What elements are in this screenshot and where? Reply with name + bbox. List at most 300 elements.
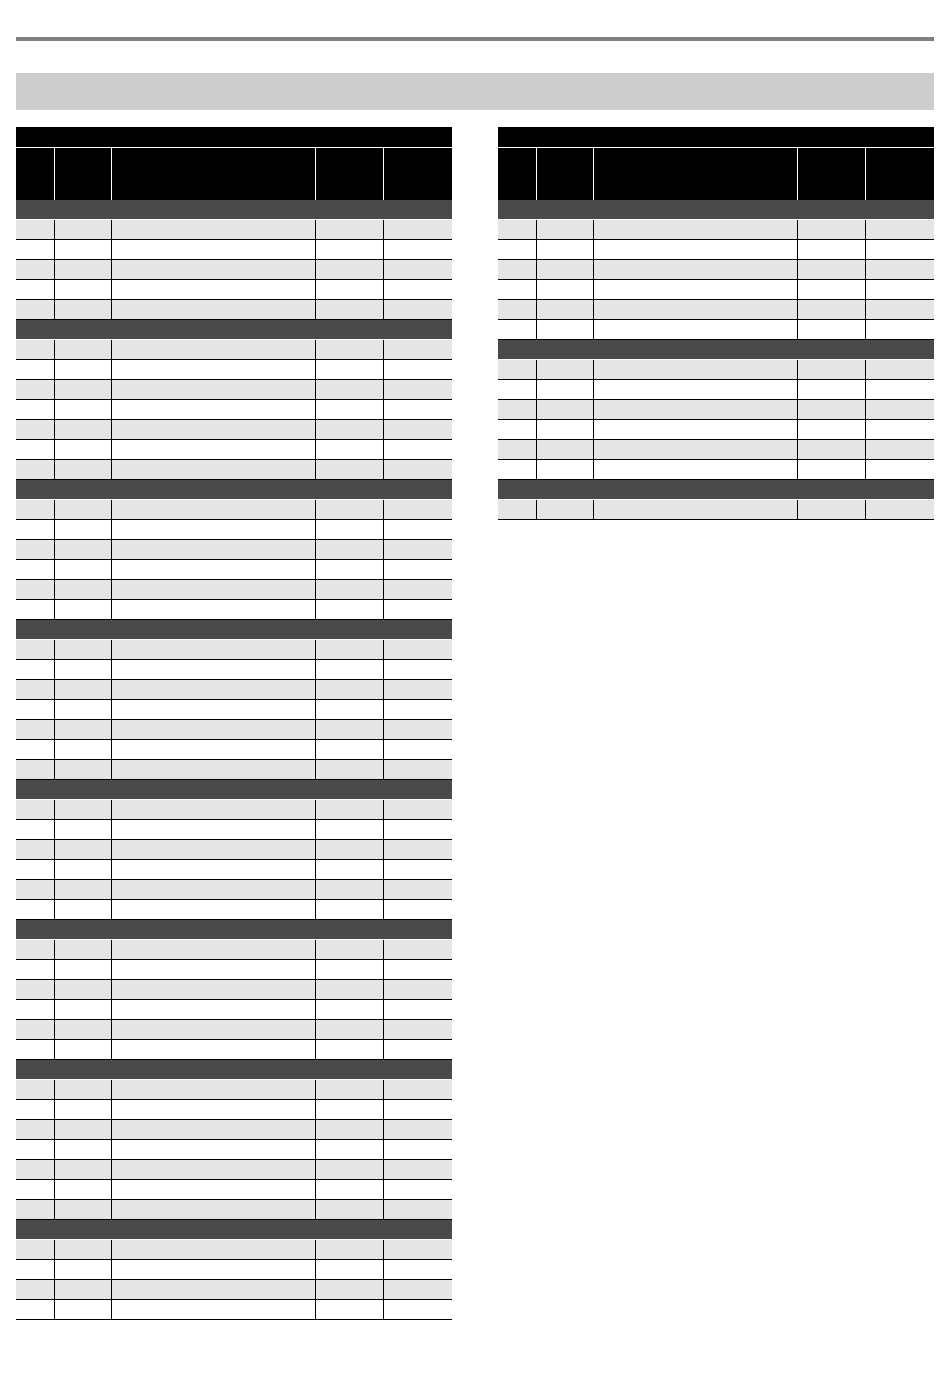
table-row	[16, 1120, 452, 1140]
table-cell	[594, 220, 798, 239]
table-cell	[16, 500, 55, 519]
table-cell	[316, 1040, 384, 1059]
table-cell	[498, 280, 537, 299]
section-header	[498, 200, 934, 220]
table-cell	[55, 460, 112, 479]
table-cell	[16, 340, 55, 359]
table-cell	[112, 1160, 316, 1179]
table-row	[498, 360, 934, 380]
table-cell	[384, 360, 452, 379]
table-cell	[866, 500, 934, 519]
table-cell	[55, 340, 112, 359]
table-cell	[316, 1240, 384, 1259]
table-cell	[112, 960, 316, 979]
table-row	[16, 1000, 452, 1020]
table-cell	[112, 340, 316, 359]
section-header	[16, 200, 452, 220]
table-cell	[112, 520, 316, 539]
table-cell	[112, 880, 316, 899]
table-cell	[316, 280, 384, 299]
table-cell	[55, 1000, 112, 1019]
table-cell	[384, 960, 452, 979]
table-cell	[384, 380, 452, 399]
table-cell	[112, 820, 316, 839]
table-cell	[55, 1260, 112, 1279]
table-cell	[16, 520, 55, 539]
table-cell	[112, 740, 316, 759]
table-cell	[384, 600, 452, 619]
table-cell	[16, 840, 55, 859]
table-row	[16, 360, 452, 380]
table-row	[16, 700, 452, 720]
table-cell	[384, 1100, 452, 1119]
table-cell	[798, 500, 866, 519]
table-cell	[16, 680, 55, 699]
table-cell	[55, 1180, 112, 1199]
table-cell	[537, 440, 594, 459]
table-cell	[16, 600, 55, 619]
table-cell	[384, 800, 452, 819]
table-cell	[112, 300, 316, 319]
table-row	[16, 840, 452, 860]
table-cell	[498, 240, 537, 259]
table-cell	[112, 1080, 316, 1099]
table-cell	[498, 260, 537, 279]
table-cell	[112, 560, 316, 579]
table-cell	[384, 640, 452, 659]
table-row	[498, 240, 934, 260]
table-cell	[55, 760, 112, 779]
table-cell	[16, 240, 55, 259]
table-cell	[112, 640, 316, 659]
table-cell	[16, 880, 55, 899]
column-header	[537, 148, 594, 200]
table-row	[16, 1020, 452, 1040]
table-cell	[384, 460, 452, 479]
table-cell	[112, 1020, 316, 1039]
table-cell	[537, 300, 594, 319]
table-cell	[316, 1300, 384, 1319]
table-cell	[537, 320, 594, 339]
table-cell	[798, 240, 866, 259]
table-row	[498, 440, 934, 460]
table-cell	[316, 1160, 384, 1179]
table-cell	[55, 800, 112, 819]
table-cell	[316, 240, 384, 259]
table-row	[498, 500, 934, 520]
table-cell	[112, 260, 316, 279]
table-row	[498, 220, 934, 240]
table-cell	[384, 300, 452, 319]
table-cell	[55, 300, 112, 319]
table-row	[16, 1180, 452, 1200]
table-row	[16, 340, 452, 360]
table-row	[16, 800, 452, 820]
table-cell	[316, 960, 384, 979]
table-cell	[55, 440, 112, 459]
table-cell	[16, 1240, 55, 1259]
table-cell	[316, 800, 384, 819]
table-cell	[594, 320, 798, 339]
table-cell	[316, 420, 384, 439]
table-cell	[112, 1040, 316, 1059]
table-cell	[55, 640, 112, 659]
table-cell	[384, 500, 452, 519]
table-row	[16, 260, 452, 280]
table-cell	[55, 600, 112, 619]
column-header	[498, 148, 537, 200]
table-cell	[316, 1140, 384, 1159]
table-cell	[16, 360, 55, 379]
table-cell	[16, 540, 55, 559]
table-cell	[316, 1280, 384, 1299]
table-row	[16, 860, 452, 880]
table-cell	[55, 660, 112, 679]
table-cell	[384, 1300, 452, 1319]
table-cell	[594, 280, 798, 299]
table-row	[16, 240, 452, 260]
table-cell	[112, 940, 316, 959]
table-cell	[537, 360, 594, 379]
table-cell	[16, 980, 55, 999]
table-cell	[594, 380, 798, 399]
table-cell	[316, 1180, 384, 1199]
table-cell	[112, 400, 316, 419]
table-cell	[798, 320, 866, 339]
table-title	[16, 127, 452, 147]
table-cell	[112, 440, 316, 459]
table-cell	[798, 360, 866, 379]
table-cell	[112, 220, 316, 239]
table-row	[16, 220, 452, 240]
table-row	[16, 1160, 452, 1180]
table-cell	[866, 400, 934, 419]
table-cell	[16, 260, 55, 279]
table-cell	[384, 740, 452, 759]
table-cell	[316, 1000, 384, 1019]
table-cell	[384, 1040, 452, 1059]
table-cell	[798, 260, 866, 279]
table-cell	[55, 1240, 112, 1259]
table-cell	[55, 700, 112, 719]
table-cell	[112, 540, 316, 559]
table-cell	[55, 740, 112, 759]
table-cell	[112, 1300, 316, 1319]
table-cell	[316, 1200, 384, 1219]
column-header	[55, 148, 112, 200]
table-cell	[498, 400, 537, 419]
table-cell	[498, 420, 537, 439]
table-cell	[316, 220, 384, 239]
table-cell	[384, 540, 452, 559]
table-cell	[537, 240, 594, 259]
table-row	[16, 960, 452, 980]
table-cell	[16, 580, 55, 599]
table-row	[16, 900, 452, 920]
table-cell	[316, 700, 384, 719]
table-cell	[316, 520, 384, 539]
table-title	[498, 127, 934, 147]
table-cell	[16, 1140, 55, 1159]
table-cell	[384, 940, 452, 959]
table-cell	[866, 380, 934, 399]
table-row	[498, 380, 934, 400]
table-row	[498, 420, 934, 440]
table-cell	[798, 300, 866, 319]
table-row	[498, 460, 934, 480]
table-cell	[112, 1180, 316, 1199]
table-cell	[16, 720, 55, 739]
table-cell	[866, 440, 934, 459]
table-cell	[316, 640, 384, 659]
table-cell	[16, 940, 55, 959]
table-cell	[112, 720, 316, 739]
column-header	[594, 148, 798, 200]
table-cell	[16, 280, 55, 299]
table-cell	[16, 1000, 55, 1019]
table-cell	[16, 800, 55, 819]
table-cell	[316, 340, 384, 359]
table-cell	[316, 360, 384, 379]
table-cell	[16, 1080, 55, 1099]
table-cell	[316, 740, 384, 759]
table-cell	[55, 1200, 112, 1219]
column-header	[384, 148, 452, 200]
table-cell	[384, 560, 452, 579]
table-cell	[594, 260, 798, 279]
table-row	[16, 760, 452, 780]
table-cell	[316, 980, 384, 999]
table-cell	[384, 1280, 452, 1299]
table-cell	[594, 440, 798, 459]
table-cell	[55, 420, 112, 439]
table-row	[16, 1140, 452, 1160]
table-cell	[16, 1280, 55, 1299]
table-cell	[55, 360, 112, 379]
table-cell	[384, 1160, 452, 1179]
table-cell	[112, 700, 316, 719]
table-cell	[55, 1100, 112, 1119]
table-cell	[55, 500, 112, 519]
table-cell	[537, 380, 594, 399]
section-header	[16, 320, 452, 340]
table-cell	[798, 460, 866, 479]
table-cell	[112, 660, 316, 679]
table-cell	[112, 460, 316, 479]
table-cell	[384, 840, 452, 859]
table-cell	[112, 800, 316, 819]
table-cell	[384, 1080, 452, 1099]
table-cell	[55, 900, 112, 919]
table-row	[498, 320, 934, 340]
table-cell	[16, 420, 55, 439]
table-row	[16, 520, 452, 540]
table-cell	[594, 300, 798, 319]
table-cell	[112, 280, 316, 299]
table-cell	[316, 680, 384, 699]
table-cell	[55, 1280, 112, 1299]
table-cell	[16, 1200, 55, 1219]
table-cell	[16, 440, 55, 459]
table-cell	[594, 240, 798, 259]
table-row	[16, 880, 452, 900]
table-cell	[55, 1020, 112, 1039]
table-cell	[384, 1200, 452, 1219]
table-cell	[55, 980, 112, 999]
table-cell	[316, 1100, 384, 1119]
table-cell	[55, 1300, 112, 1319]
table-cell	[55, 520, 112, 539]
table-cell	[594, 460, 798, 479]
table-cell	[384, 980, 452, 999]
table-cell	[316, 400, 384, 419]
table-cell	[384, 820, 452, 839]
table-cell	[112, 1140, 316, 1159]
table-row	[16, 1280, 452, 1300]
table-cell	[16, 760, 55, 779]
table-cell	[55, 840, 112, 859]
table-cell	[384, 220, 452, 239]
table-cell	[16, 1160, 55, 1179]
table-cell	[112, 900, 316, 919]
table-row	[16, 980, 452, 1000]
table-cell	[55, 880, 112, 899]
table-row	[16, 1100, 452, 1120]
table-cell	[16, 820, 55, 839]
table-row	[16, 600, 452, 620]
table-cell	[798, 420, 866, 439]
table-cell	[594, 360, 798, 379]
table-cell	[16, 460, 55, 479]
table-cell	[866, 360, 934, 379]
table-cell	[316, 460, 384, 479]
table-cell	[798, 380, 866, 399]
table-cell	[55, 560, 112, 579]
table-row	[16, 460, 452, 480]
table-cell	[55, 820, 112, 839]
table-cell	[55, 720, 112, 739]
table-cell	[384, 900, 452, 919]
table-cell	[798, 280, 866, 299]
table-right	[498, 127, 934, 520]
table-row	[16, 1040, 452, 1060]
table-cell	[384, 720, 452, 739]
table-cell	[798, 220, 866, 239]
table-cell	[537, 260, 594, 279]
table-cell	[316, 760, 384, 779]
table-cell	[384, 340, 452, 359]
section-header	[16, 1060, 452, 1080]
section-header	[16, 480, 452, 500]
table-cell	[537, 420, 594, 439]
table-row	[16, 640, 452, 660]
table-row	[16, 1080, 452, 1100]
table-cell	[112, 1240, 316, 1259]
table-cell	[16, 1300, 55, 1319]
table-cell	[798, 440, 866, 459]
table-cell	[866, 420, 934, 439]
section-header	[16, 780, 452, 800]
table-cell	[866, 260, 934, 279]
table-cell	[112, 1000, 316, 1019]
table-cell	[316, 560, 384, 579]
table-cell	[384, 860, 452, 879]
table-row	[16, 280, 452, 300]
table-cell	[316, 1080, 384, 1099]
table-cell	[384, 260, 452, 279]
table-cell	[316, 260, 384, 279]
page-title-band	[16, 73, 934, 110]
table-row	[16, 440, 452, 460]
table-cell	[16, 1180, 55, 1199]
table-header-row	[498, 147, 934, 200]
table-cell	[112, 240, 316, 259]
table-cell	[16, 960, 55, 979]
table-cell	[384, 440, 452, 459]
table-row	[16, 400, 452, 420]
table-cell	[866, 240, 934, 259]
table-row	[16, 580, 452, 600]
column-header	[866, 148, 934, 200]
table-row	[16, 420, 452, 440]
table-cell	[55, 260, 112, 279]
table-cell	[498, 220, 537, 239]
table-cell	[112, 500, 316, 519]
table-cell	[316, 300, 384, 319]
table-cell	[316, 880, 384, 899]
table-cell	[55, 1120, 112, 1139]
table-cell	[16, 640, 55, 659]
table-row	[16, 1240, 452, 1260]
table-cell	[316, 600, 384, 619]
table-cell	[498, 360, 537, 379]
table-cell	[384, 1240, 452, 1259]
table-left	[16, 127, 452, 1320]
table-cell	[55, 1140, 112, 1159]
table-cell	[16, 1120, 55, 1139]
table-row	[16, 540, 452, 560]
table-cell	[384, 400, 452, 419]
table-row	[16, 940, 452, 960]
table-cell	[112, 1280, 316, 1299]
table-cell	[55, 940, 112, 959]
table-cell	[498, 440, 537, 459]
table-cell	[316, 1020, 384, 1039]
table-cell	[316, 720, 384, 739]
table-cell	[384, 1000, 452, 1019]
table-cell	[537, 220, 594, 239]
top-rule	[16, 37, 934, 41]
table-cell	[112, 580, 316, 599]
table-cell	[112, 360, 316, 379]
table-cell	[498, 300, 537, 319]
table-cell	[594, 400, 798, 419]
table-cell	[16, 300, 55, 319]
table-cell	[384, 520, 452, 539]
table-cell	[16, 560, 55, 579]
table-cell	[316, 660, 384, 679]
table-cell	[384, 1020, 452, 1039]
table-cell	[384, 280, 452, 299]
table-cell	[384, 660, 452, 679]
table-cell	[55, 380, 112, 399]
table-cell	[112, 1260, 316, 1279]
table-cell	[16, 400, 55, 419]
section-header	[498, 480, 934, 500]
table-cell	[55, 1080, 112, 1099]
table-row	[16, 740, 452, 760]
table-cell	[866, 460, 934, 479]
